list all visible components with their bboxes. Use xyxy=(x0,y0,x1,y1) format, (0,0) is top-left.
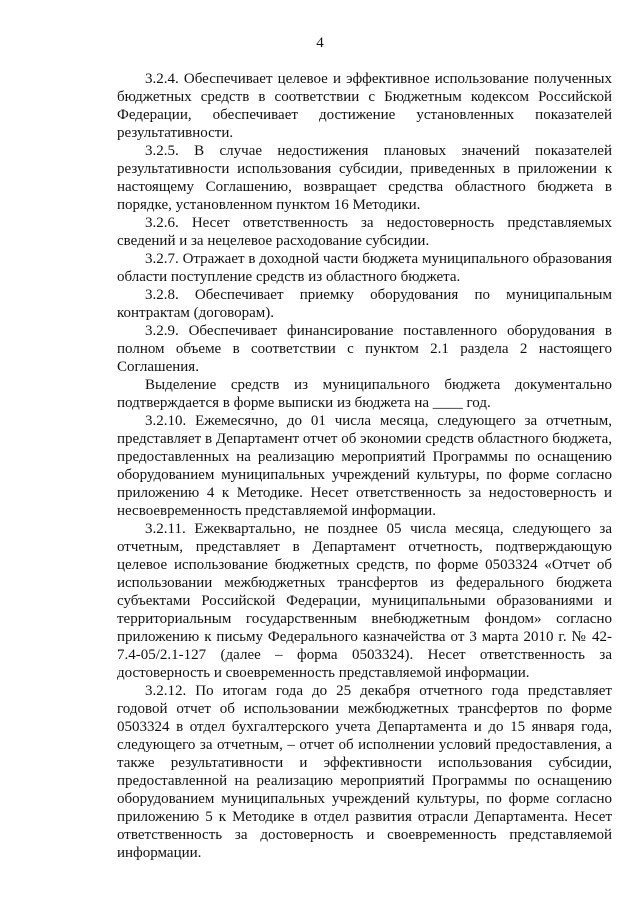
paragraph-3-2-12: 3.2.12. По итогам года до 25 декабря отчетного года представляет годовой отчет об использовании межбюджетных трансфертов по форме 0503324 в отдел бухгалтерского учета Департамента и до 15 января года, следующего за отчетным, – отчет об исполнении условий предоставления, а также результативности и эффективности использования субсидии, предоставленной на реализацию мероприятий Программы по оснащению оборудованием муниципальных учреждений культуры, по форме согласно приложению 5 к Методике в отдел развития отрасли Департамента. Несет ответственность за достоверность и своевременность представляемой информации. xyxy=(117,683,612,861)
paragraph-3-2-4: 3.2.4. Обеспечивает целевое и эффективное использование полученных бюджетных средств в соответствии с Бюджетным кодексом Российской Федерации, обеспечивает достижение установленных показателей результативности. xyxy=(117,71,612,141)
page-number: 4 xyxy=(316,35,324,51)
document-body xyxy=(117,70,612,862)
paragraph-3-2-8: 3.2.8. Обеспечивает приемку оборудования по муниципальным контрактам (договорам). xyxy=(117,287,612,321)
paragraph-3-2-11: 3.2.11. Ежеквартально, не позднее 05 числа месяца, следующего за отчетным, представляет в Департамент отчетность, подтверждающую целевое использование бюджетных средств, по форме 0503324 «Отчет об использовании межбюджетных трансфертов из федерального бюджета субъектами Российской Федерации, муниципальными образованиями и территориальным государственным внебюджетным фондом» согласно приложению к письму Федерального казначейства от 3 марта 2010 г. № 42-7.4-05/2.1-127 (далее – форма 0503324). Несет ответственность за достоверность и своевременность представляемой информации. xyxy=(117,521,612,681)
paragraph-3-2-6: 3.2.6. Несет ответственность за недостоверность представляемых сведений и за нецелевое расходование субсидии. xyxy=(117,215,612,249)
paragraph-3-2-9: 3.2.9. Обеспечивает финансирование поставленного оборудования в полном объеме в соответствии с пунктом 2.1 раздела 2 настоящего Соглашения. xyxy=(117,323,612,375)
paragraph-budget-allocation: Выделение средств из муниципального бюджета документально подтверждается в форме выписки из бюджета на ____ год. xyxy=(117,377,612,411)
paragraph-3-2-7: 3.2.7. Отражает в доходной части бюджета муниципального образования области поступление средств из областного бюджета. xyxy=(117,251,612,285)
paragraph-3-2-10: 3.2.10. Ежемесячно, до 01 числа месяца, следующего за отчетным, представляет в Департамент отчет об экономии средств областного бюджета, предоставленных на реализацию мероприятий Программы по оснащению оборудованием муниципальных учреждений культуры, по форме согласно приложению 4 к Методике. Несет ответственность за недостоверность и несвоевременность представляемой информации. xyxy=(117,413,612,519)
paragraph-3-2-5: 3.2.5. В случае недостижения плановых значений показателей результативности использования субсидии, приведенных в приложении к настоящему Соглашению, возвращает средства областного бюджета в порядке, установленном пунктом 16 Методики. xyxy=(117,143,612,213)
